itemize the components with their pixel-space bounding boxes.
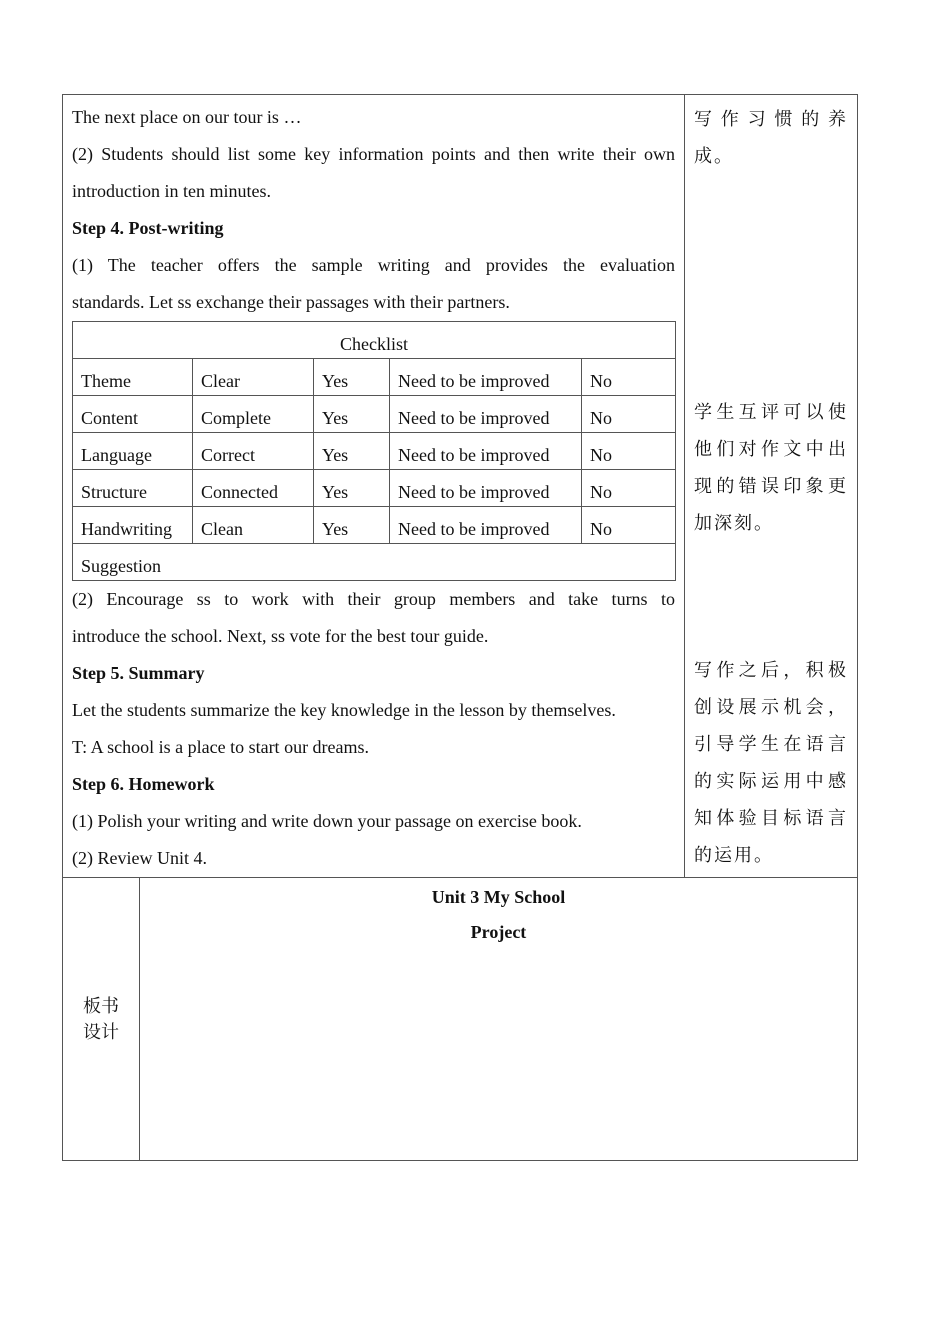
standard-cell: Clear — [193, 359, 314, 396]
no-cell: No — [582, 507, 676, 544]
board-label-text: 板书设计 — [83, 996, 119, 1042]
improve-cell: Need to be improved — [390, 433, 582, 470]
checklist-row — [73, 359, 676, 396]
board-design-cell — [140, 878, 858, 1161]
yes-cell: Yes — [314, 470, 390, 507]
checklist-row — [73, 507, 676, 544]
procedure-cell — [63, 95, 685, 878]
yes-cell: Yes — [314, 507, 390, 544]
text-line: The next place on our tour is … — [72, 107, 302, 127]
suggestion-cell: Suggestion — [73, 544, 676, 581]
yes-cell: Yes — [314, 396, 390, 433]
text-line: (2) Review Unit 4. — [72, 848, 207, 868]
text-line: Let the students summarize the key knowledge in the lesson by themselves. — [72, 700, 616, 720]
text-line: T: A school is a place to start our dreams. — [72, 737, 370, 757]
text-line: introduction in ten minutes. — [72, 181, 271, 201]
standard-cell: Correct — [193, 433, 314, 470]
no-cell: No — [582, 433, 676, 470]
text-line: (1) The teacher offers the sample writing and provides the evaluation — [72, 255, 675, 275]
yes-cell: Yes — [314, 359, 390, 396]
criterion-cell: Content — [73, 396, 193, 433]
checklist-header-row — [73, 322, 676, 359]
design-note: 写作习惯的养成。 — [694, 109, 848, 166]
step-heading: Step 6. Homework — [72, 774, 215, 794]
board-title: Unit 3 My School — [431, 887, 566, 907]
board-subtitle: Project — [470, 922, 527, 942]
no-cell: No — [582, 470, 676, 507]
no-cell: No — [582, 396, 676, 433]
board-design-label — [63, 878, 140, 1161]
standard-cell: Connected — [193, 470, 314, 507]
text-line: (2) Students should list some key information points and then write their own — [72, 144, 675, 164]
checklist-row — [73, 470, 676, 507]
checklist-row — [73, 396, 676, 433]
text-line: standards. Let ss exchange their passages with their partners. — [72, 292, 510, 312]
checklist-header: Checklist — [73, 322, 676, 359]
checklist-row — [73, 433, 676, 470]
criterion-cell: Structure — [73, 470, 193, 507]
checklist-table — [72, 321, 676, 581]
standard-cell: Clean — [193, 507, 314, 544]
design-note: 学生互评可以使他们对作文中出现的错误印象更加深刻。 — [694, 402, 848, 533]
text-line: (2) Encourage ss to work with their group members and take turns to — [72, 589, 675, 609]
checklist-suggestion-row — [73, 544, 676, 581]
improve-cell: Need to be improved — [390, 396, 582, 433]
yes-cell: Yes — [314, 433, 390, 470]
improve-cell: Need to be improved — [390, 507, 582, 544]
text-line: introduce the school. Next, ss vote for the best tour guide. — [72, 626, 489, 646]
step-heading: Step 5. Summary — [72, 663, 205, 683]
design-intent-cell — [685, 95, 858, 878]
improve-cell: Need to be improved — [390, 359, 582, 396]
no-cell: No — [582, 359, 676, 396]
step-heading: Step 4. Post-writing — [72, 218, 224, 238]
text-line: (1) Polish your writing and write down your passage on exercise book. — [72, 811, 582, 831]
standard-cell: Complete — [193, 396, 314, 433]
design-note: 写作之后，积极创设展示机会，引导学生在语言的实际运用中感知体验目标语言的运用。 — [694, 660, 848, 865]
improve-cell: Need to be improved — [390, 470, 582, 507]
criterion-cell: Handwriting — [73, 507, 193, 544]
procedure-row — [63, 95, 858, 878]
lesson-plan-table — [62, 94, 858, 1161]
criterion-cell: Language — [73, 433, 193, 470]
board-design-row — [63, 878, 858, 1161]
criterion-cell: Theme — [73, 359, 193, 396]
